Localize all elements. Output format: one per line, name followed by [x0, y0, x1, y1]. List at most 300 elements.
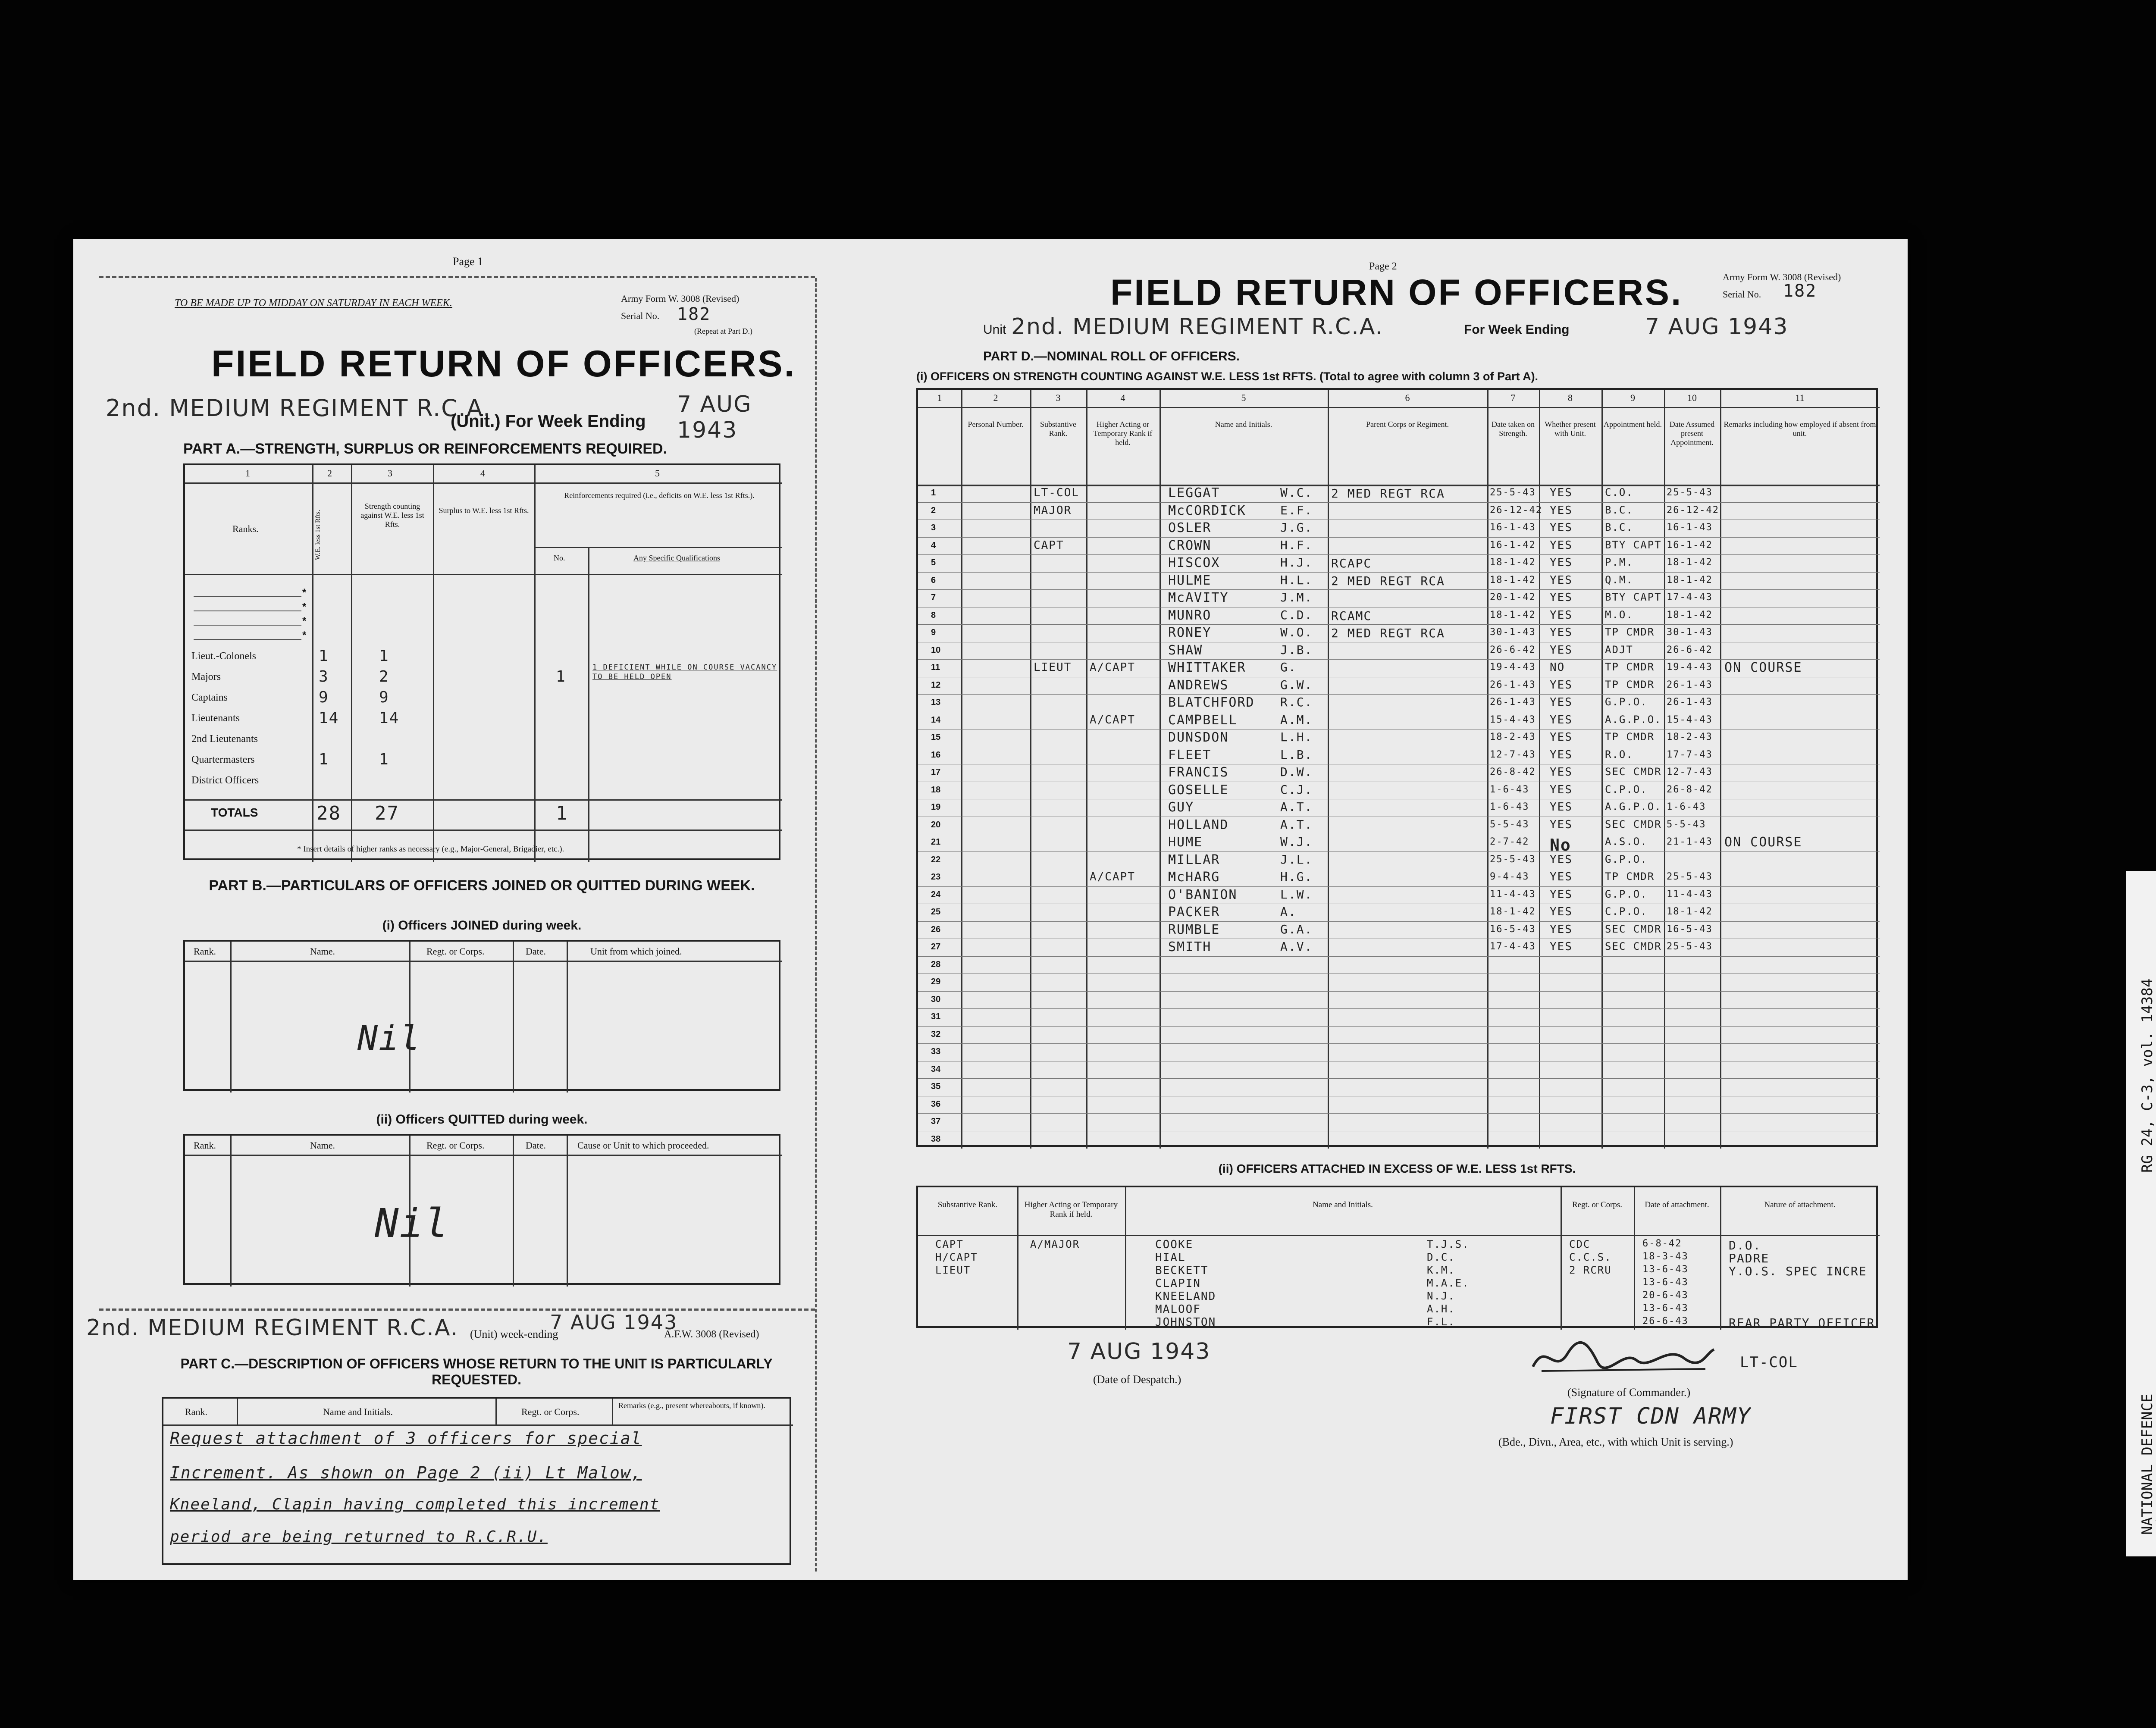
roll-header-line — [918, 407, 1880, 408]
roll-col-num-11: 11 — [1795, 392, 1805, 403]
roll-present: YES — [1550, 643, 1573, 657]
roll-row-num: 26 — [931, 924, 941, 934]
roll-appt: BTY CAPT — [1605, 538, 1662, 551]
roll-row-num: 15 — [931, 733, 941, 742]
col-we-head: W.E. less 1st Rfts. — [314, 510, 322, 560]
joined-col-rank: Rank. — [194, 946, 216, 957]
roll-col-num-2: 2 — [993, 392, 998, 403]
despatch-stamp: 7 AUG 1943 — [1067, 1339, 1211, 1365]
roll-row-num: 35 — [931, 1082, 941, 1091]
roll-present: YES — [1550, 853, 1573, 866]
quitted-table — [183, 1134, 780, 1285]
attached-initials: M.A.E. — [1427, 1277, 1470, 1289]
quitted-col-name: Name. — [310, 1140, 335, 1151]
roll-row — [918, 747, 1880, 764]
form-ref: Army Form W. 3008 (Revised) — [621, 293, 740, 304]
roll-appt: G.P.O. — [1605, 853, 1648, 865]
part-a-qual-2: 1 DEFICIENT WHILE ON COURSE VACANCY TO BE HELD OPEN — [592, 663, 777, 681]
roll-name: HOLLAND — [1168, 817, 1229, 833]
roll-col-num-9: 9 — [1630, 392, 1635, 403]
attached-rank: LIEUT — [935, 1264, 971, 1276]
joined-table — [183, 940, 780, 1091]
page-2-week-label: For Week Ending — [1464, 322, 1570, 337]
attached-name: BECKETT — [1155, 1264, 1209, 1277]
roll-row — [918, 642, 1880, 660]
attached-col-head-5: Date of attachment. — [1645, 1200, 1709, 1209]
roll-row — [918, 572, 1880, 590]
attached-initials: F.L. — [1427, 1316, 1455, 1328]
roll-initials: J.M. — [1280, 590, 1313, 604]
roll-row-num: 6 — [931, 575, 936, 585]
joined-title: (i) Officers JOINED during week. — [382, 918, 582, 933]
roll-col-head-5: Name and Initials. — [1215, 420, 1272, 429]
formation-value: FIRST CDN ARMY — [1550, 1403, 1752, 1429]
part-c-hand-line-2: Increment. As shown on Page 2 (ii) Lt Malow, — [170, 1463, 642, 1482]
roll-row — [918, 729, 1880, 747]
part-a-no-2: 1 — [556, 668, 566, 686]
page-2-unit-label: Unit — [983, 322, 1006, 337]
roll-name: CAMPBELL — [1168, 712, 1238, 728]
roll-row-num: 11 — [931, 663, 940, 672]
roll-appt: SEC CMDR — [1605, 818, 1662, 830]
roll-present: YES — [1550, 748, 1573, 761]
roll-name: WHITTAKER — [1168, 660, 1246, 675]
roll-row-num: 19 — [931, 802, 941, 812]
roll-initials: A.V. — [1280, 939, 1313, 954]
roll-row — [918, 677, 1880, 695]
attached-date: 13-6-43 — [1642, 1264, 1689, 1275]
roll-remarks: ON COURSE — [1724, 660, 1802, 675]
roll-appt: A.G.P.O. — [1605, 801, 1662, 813]
roll-name: O'BANION — [1168, 887, 1238, 902]
roll-initials: A.T. — [1280, 800, 1313, 814]
part-c-hand-line-3: Kneeland, Clapin having completed this increment — [170, 1496, 660, 1513]
page-1-title: FIELD RETURN OF OFFICERS. — [211, 343, 796, 385]
totals-no: 1 — [556, 802, 568, 824]
roll-date: 18-1-42 — [1490, 609, 1536, 620]
roll-subst-rank: CAPT — [1034, 538, 1064, 552]
attached-initials: T.J.S. — [1427, 1238, 1470, 1250]
roll-row-num: 24 — [931, 889, 941, 899]
roll-present: No — [1550, 836, 1571, 851]
attached-row — [918, 1277, 1880, 1290]
roll-present: YES — [1550, 923, 1573, 936]
attached-date: 18-3-43 — [1642, 1251, 1689, 1262]
roll-initials: R.C. — [1280, 695, 1313, 709]
totals-we: 28 — [317, 802, 341, 824]
roll-col-head-3: Substantive Rank. — [1040, 420, 1076, 438]
roll-present: YES — [1550, 626, 1573, 639]
roll-acting-rank: A/CAPT — [1090, 713, 1135, 726]
joined-col-unit: Unit from which joined. — [590, 946, 682, 957]
part-c-unit-stamp: 2nd. MEDIUM REGIMENT R.C.A. — [86, 1315, 459, 1341]
attached-table — [916, 1186, 1878, 1328]
attached-row — [918, 1316, 1880, 1329]
roll-appt: BTY CAPT — [1605, 591, 1662, 603]
roll-assumed: 15-4-43 — [1667, 714, 1713, 725]
roll-row-num: 12 — [931, 680, 941, 690]
roll-row — [918, 991, 1880, 1009]
part-a-rank-3: Captains — [191, 692, 228, 703]
week-stamp: 7 AUG 1943 — [677, 391, 752, 443]
roll-initials: C.J. — [1280, 782, 1313, 797]
roll-row-num: 18 — [931, 785, 941, 795]
roll-date: 2-7-42 — [1490, 836, 1529, 847]
roll-date: 16-1-43 — [1490, 522, 1536, 533]
roll-name: ANDREWS — [1168, 677, 1229, 693]
roll-date: 26-1-43 — [1490, 697, 1536, 707]
part-a-star-2: * — [302, 601, 307, 613]
part-c-col-remarks: Remarks (e.g., present whereabouts, if known). — [618, 1401, 765, 1410]
roll-date: 25-5-43 — [1490, 487, 1536, 498]
part-a-we-3: 9 — [319, 689, 329, 706]
page-2-serial-label: Serial No. — [1723, 289, 1761, 300]
roll-date: 30-1-43 — [1490, 627, 1536, 638]
roll-row-num: 28 — [931, 959, 941, 969]
roll-row-num: 34 — [931, 1064, 941, 1074]
repeat-note: (Repeat at Part D.) — [694, 327, 752, 335]
part-a-star-line-4 — [194, 639, 301, 640]
col-qual-head: Any Specific Qualifications — [633, 554, 720, 562]
roll-row-num: 20 — [931, 820, 941, 830]
roll-row-num: 7 — [931, 593, 936, 602]
roll-date: 5-5-43 — [1490, 819, 1529, 830]
roll-row — [918, 869, 1880, 886]
part-a-rank-6: Quartermasters — [191, 754, 255, 765]
attached-col-head-1: Substantive Rank. — [937, 1200, 998, 1209]
roll-col-num-10: 10 — [1687, 392, 1697, 403]
roll-row — [918, 1131, 1880, 1149]
roll-initials: H.F. — [1280, 538, 1313, 552]
roll-remarks: ON COURSE — [1724, 835, 1802, 850]
page-1 — [86, 255, 815, 1578]
roll-initials: W.O. — [1280, 625, 1313, 639]
roll-row-num: 37 — [931, 1117, 941, 1126]
roll-assumed: 26-1-43 — [1667, 697, 1713, 707]
roll-corps: RCAMC — [1331, 608, 1372, 623]
roll-present: YES — [1550, 801, 1573, 814]
unit-caption: (Unit.) For Week Ending — [451, 412, 646, 431]
roll-assumed: 18-2-43 — [1667, 732, 1713, 742]
part-a-strength-4: 14 — [379, 709, 400, 727]
part-a-strength-1: 1 — [379, 647, 389, 665]
roll-row — [918, 782, 1880, 799]
roll-row — [918, 537, 1880, 555]
roll-assumed: 18-1-42 — [1667, 609, 1713, 620]
roll-name: McHARG — [1168, 870, 1220, 885]
despatch-caption: (Date of Despatch.) — [1093, 1373, 1181, 1386]
roll-row-num: 27 — [931, 942, 941, 952]
roll-date: 18-2-43 — [1490, 732, 1536, 742]
part-a-we-6: 1 — [319, 751, 329, 768]
roll-appt: TP CMDR — [1605, 870, 1655, 883]
attached-corps: C.C.S. — [1569, 1251, 1612, 1263]
roll-name: CROWN — [1168, 538, 1212, 553]
formation-caption: (Bde., Divn., Area, etc., with which Unit is serving.) — [1498, 1436, 1733, 1448]
roll-row — [918, 502, 1880, 520]
roll-name: MUNRO — [1168, 607, 1212, 623]
roll-name: FLEET — [1168, 747, 1212, 763]
roll-row — [918, 921, 1880, 939]
part-a-star-1: * — [302, 587, 307, 598]
joined-col-corps: Regt. or Corps. — [426, 946, 485, 957]
attached-rank: CAPT — [935, 1238, 964, 1250]
roll-assumed: 18-1-42 — [1667, 906, 1713, 917]
attached-name: COOKE — [1155, 1238, 1194, 1251]
attached-header-line — [918, 1235, 1880, 1236]
roll-name: SMITH — [1168, 939, 1212, 955]
col-num-2: 2 — [327, 468, 332, 479]
dashed-separator-top — [99, 276, 815, 278]
roll-row — [918, 1113, 1880, 1131]
part-c-col-corps: Regt. or Corps. — [521, 1406, 580, 1417]
roll-appt: C.P.O. — [1605, 905, 1648, 917]
roll-present: YES — [1550, 486, 1573, 499]
quitted-col-date: Date. — [526, 1140, 546, 1151]
roll-appt: TP CMDR — [1605, 678, 1655, 691]
part-a-star-line-2 — [194, 610, 301, 611]
archive-ref-1: RG 24, C-3, vol. 14384 — [2139, 978, 2156, 1173]
col-num-4: 4 — [480, 468, 485, 479]
attached-row — [918, 1303, 1880, 1316]
roll-name: SHAW — [1168, 642, 1203, 658]
part-a-we-4: 14 — [319, 709, 339, 727]
roll-present: YES — [1550, 504, 1573, 517]
attached-row — [918, 1251, 1880, 1264]
roll-row-num: 8 — [931, 610, 936, 620]
attached-initials: K.M. — [1427, 1264, 1455, 1276]
roll-initials: E.F. — [1280, 503, 1313, 517]
joined-col-name: Name. — [310, 946, 335, 957]
attached-date: 26-6-43 — [1642, 1316, 1689, 1327]
roll-date: 15-4-43 — [1490, 714, 1536, 725]
roll-row — [918, 974, 1880, 991]
roll-initials: A. — [1280, 905, 1297, 919]
archive-dept-1: NATIONAL DEFENCE — [2139, 1393, 2156, 1535]
roll-name: DUNSDON — [1168, 730, 1229, 745]
roll-row-num: 13 — [931, 698, 941, 707]
roll-initials: A.M. — [1280, 712, 1313, 727]
col-reinf-head: Reinforcements required (i.e., deficits on W.E. less 1st Rfts.). — [564, 491, 755, 500]
part-a-rank-4: Lieutenants — [191, 713, 240, 724]
roll-row — [918, 1061, 1880, 1079]
roll-name: McAVITY — [1168, 590, 1229, 605]
part-a-star-line-3 — [194, 625, 301, 626]
part-d-title: PART D.—NOMINAL ROLL OF OFFICERS. — [983, 349, 1240, 363]
part-c-col-rank: Rank. — [185, 1406, 207, 1417]
roll-name: BLATCHFORD — [1168, 695, 1255, 710]
part-a-strength-2: 2 — [379, 668, 389, 686]
roll-col-num-7: 7 — [1510, 392, 1516, 403]
roll-assumed: 16-1-43 — [1667, 522, 1713, 533]
roll-date: 26-12-42 — [1490, 504, 1542, 516]
roll-row-num: 22 — [931, 855, 941, 864]
page-2-unit-stamp: 2nd. MEDIUM REGIMENT R.C.A. — [1011, 314, 1384, 340]
roll-col-head-11: Remarks including how employed if absent from unit. — [1724, 420, 1876, 438]
roll-date: 18-1-42 — [1490, 906, 1536, 917]
quitted-col-cause: Cause or Unit to which proceeded. — [577, 1140, 709, 1151]
roll-name: GUY — [1168, 800, 1194, 815]
roll-present: YES — [1550, 696, 1573, 709]
roll-row-num: 30 — [931, 994, 941, 1004]
totals-strength: 27 — [375, 802, 399, 824]
roll-present: YES — [1550, 573, 1573, 587]
roll-appt: ADJT — [1605, 643, 1633, 656]
roll-present: YES — [1550, 556, 1573, 569]
roll-col-num-3: 3 — [1056, 392, 1061, 403]
part-a-rank-5: 2nd Lieutenants — [191, 733, 258, 745]
roll-row — [918, 939, 1880, 956]
commander-signature — [1529, 1337, 1718, 1380]
roll-initials: H.J. — [1280, 555, 1313, 570]
roll-initials: G. — [1280, 660, 1297, 674]
roll-acting-rank: A/CAPT — [1090, 870, 1135, 883]
roll-row — [918, 1043, 1880, 1061]
roll-date: 17-4-43 — [1490, 941, 1536, 952]
roll-present: YES — [1550, 766, 1573, 779]
roll-row-num: 5 — [931, 558, 936, 567]
col-ranks-head: Ranks. — [232, 523, 259, 534]
roll-row-num: 1 — [931, 488, 936, 498]
archive-label — [2126, 871, 2156, 1556]
roll-assumed: 30-1-43 — [1667, 627, 1713, 638]
attached-col-head-4: Regt. or Corps. — [1572, 1200, 1623, 1209]
roll-appt: SEC CMDR — [1605, 923, 1662, 935]
attached-corps: CDC — [1569, 1238, 1591, 1250]
quitted-col-corps: Regt. or Corps. — [426, 1140, 485, 1151]
roll-col-num-6: 6 — [1405, 392, 1410, 403]
attached-nature: D.O. — [1729, 1238, 1761, 1251]
unit-stamp: 2nd. MEDIUM REGIMENT R.C.A. — [106, 394, 492, 422]
roll-assumed: 25-5-43 — [1667, 487, 1713, 498]
roll-row-num: 33 — [931, 1047, 941, 1056]
roll-assumed: 26-8-42 — [1667, 784, 1713, 795]
page-fold — [815, 278, 895, 1571]
roll-row — [918, 1078, 1880, 1096]
part-a-we-1: 1 — [319, 647, 329, 665]
roll-subst-rank: LIEUT — [1034, 661, 1072, 674]
roll-assumed: 25-5-43 — [1667, 941, 1713, 952]
roll-name: OSLER — [1168, 520, 1212, 535]
roll-row — [918, 712, 1880, 729]
part-c-form-ref: A.F.W. 3008 (Revised) — [664, 1329, 759, 1340]
attached-row — [918, 1264, 1880, 1277]
roll-present: YES — [1550, 731, 1573, 744]
roll-row — [918, 834, 1880, 851]
roll-row — [918, 485, 1880, 502]
roll-row-num: 21 — [931, 837, 941, 847]
form-sheet — [73, 239, 1908, 1580]
roll-assumed: 17-7-43 — [1667, 749, 1713, 760]
roll-name: MILLAR — [1168, 852, 1220, 867]
attached-row — [918, 1238, 1880, 1251]
attached-corps: 2 RCRU — [1569, 1264, 1612, 1276]
attached-col-head-3: Name and Initials. — [1313, 1200, 1373, 1209]
page-1-label: Page 1 — [453, 255, 483, 268]
roll-date: 20-1-42 — [1490, 592, 1536, 603]
attached-name: MALOOF — [1155, 1303, 1201, 1316]
roll-row — [918, 886, 1880, 904]
roll-row — [918, 607, 1880, 625]
roll-date: 26-1-43 — [1490, 679, 1536, 690]
roll-row-num: 36 — [931, 1099, 941, 1109]
part-c-week-caption: (Unit) week-ending — [470, 1328, 558, 1340]
roll-present: YES — [1550, 521, 1573, 534]
part-c-hand-line-1: Request attachment of 3 officers for special — [170, 1429, 642, 1448]
roll-appt: G.P.O. — [1605, 696, 1648, 708]
roll-initials: J.B. — [1280, 642, 1313, 657]
roll-col-num-1: 1 — [937, 392, 942, 403]
roll-appt: TP CMDR — [1605, 661, 1655, 673]
roll-present: YES — [1550, 591, 1573, 604]
serial-value: 182 — [677, 304, 711, 324]
section-i-title: (i) OFFICERS ON STRENGTH COUNTING AGAINST W.E. LESS 1st RFTS. (Total to agree with column 3 of Part A). — [916, 370, 1539, 383]
roll-row-num: 16 — [931, 750, 941, 760]
roll-name: HULME — [1168, 573, 1212, 588]
roll-appt: M.O. — [1605, 608, 1633, 621]
roll-date: 19-4-43 — [1490, 662, 1536, 673]
roll-row-num: 23 — [931, 872, 941, 882]
roll-initials: G.A. — [1280, 922, 1313, 936]
part-a-star-4: * — [302, 629, 307, 641]
totals-label: TOTALS — [211, 806, 258, 819]
roll-present: YES — [1550, 870, 1573, 883]
roll-date: 25-5-43 — [1490, 854, 1536, 865]
roll-row-num: 31 — [931, 1012, 941, 1021]
part-a-star-line-1 — [194, 596, 301, 597]
roll-appt: A.S.O. — [1605, 836, 1648, 848]
roll-col-head-7: Date taken on Strength. — [1492, 420, 1535, 438]
attached-acting: A/MAJOR — [1030, 1238, 1080, 1250]
roll-initials: W.J. — [1280, 835, 1313, 849]
roll-appt: C.P.O. — [1605, 783, 1648, 795]
roll-row — [918, 694, 1880, 712]
roll-row — [918, 1096, 1880, 1114]
page-2-title: FIELD RETURN OF OFFICERS. — [1110, 272, 1683, 313]
roll-corps: 2 MED REGT RCA — [1331, 626, 1445, 640]
roll-assumed: 26-1-43 — [1667, 679, 1713, 690]
roll-present: NO — [1550, 661, 1565, 674]
roll-appt: A.G.P.O. — [1605, 713, 1662, 726]
roll-date: 16-1-42 — [1490, 539, 1536, 551]
roll-appt: TP CMDR — [1605, 731, 1655, 743]
roll-col-head-10: Date Assumed present Appointment. — [1669, 420, 1715, 447]
attached-col-head-6: Nature of attachment. — [1764, 1200, 1836, 1209]
page-2-form-ref: Army Form W. 3008 (Revised) — [1723, 272, 1841, 282]
attached-name: HIAL — [1155, 1251, 1186, 1264]
roll-row — [918, 554, 1880, 572]
roll-row-num: 25 — [931, 907, 941, 917]
roll-appt: P.M. — [1605, 556, 1633, 568]
roll-name: RUMBLE — [1168, 922, 1220, 937]
part-b-title: PART B.—PARTICULARS OF OFFICERS JOINED OR QUITTED DURING WEEK. — [209, 877, 755, 894]
part-a-rank-7: District Officers — [191, 775, 259, 786]
quitted-col-rank: Rank. — [194, 1140, 216, 1151]
roll-date: 9-4-43 — [1490, 871, 1529, 882]
roll-appt: G.P.O. — [1605, 888, 1648, 900]
col-num-5: 5 — [655, 468, 660, 479]
roll-assumed: 26-12-42 — [1667, 504, 1719, 516]
attached-rank: H/CAPT — [935, 1251, 978, 1263]
roll-row-num: 14 — [931, 715, 941, 725]
roll-present: YES — [1550, 940, 1573, 953]
roll-initials: A.T. — [1280, 817, 1313, 832]
roll-row — [918, 520, 1880, 537]
roll-row — [918, 659, 1880, 677]
part-c-week-stamp: 7 AUG 1943 — [550, 1311, 678, 1334]
roll-initials: C.D. — [1280, 607, 1313, 622]
roll-corps: RCAPC — [1331, 556, 1372, 570]
